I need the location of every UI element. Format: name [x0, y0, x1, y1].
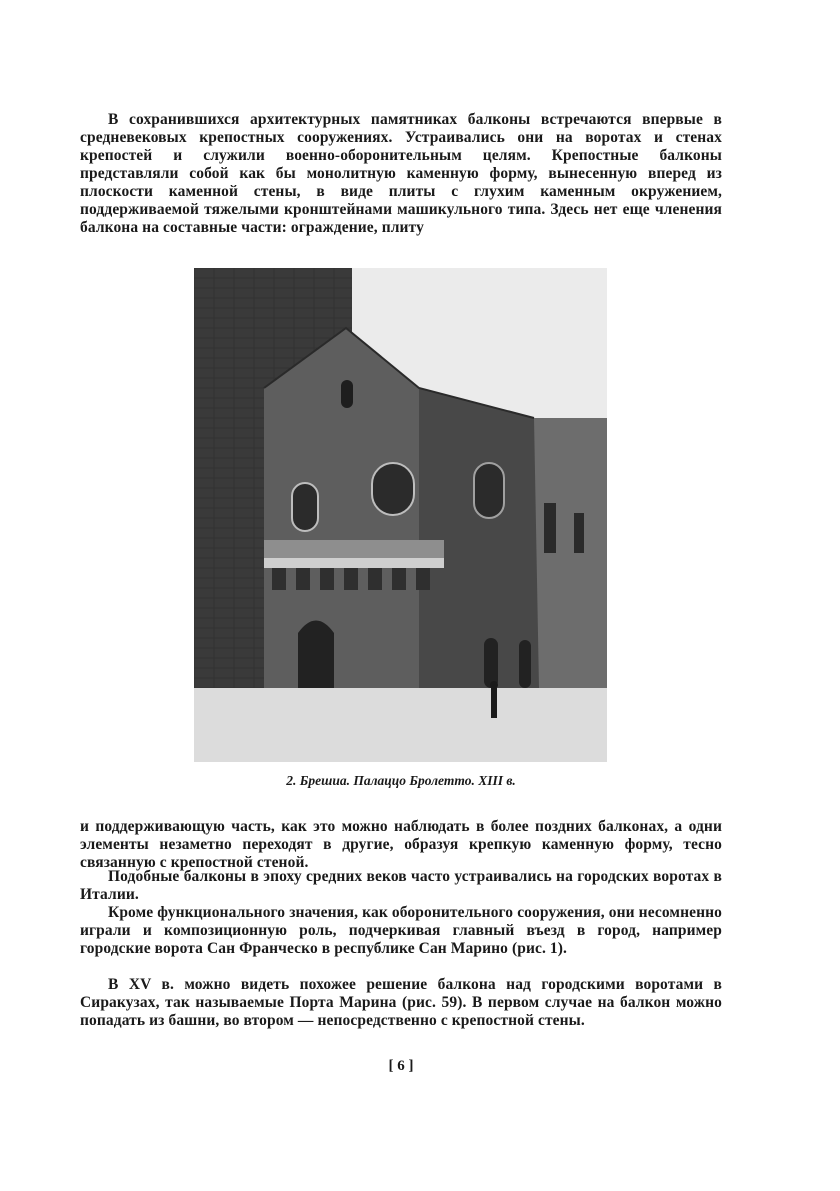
paragraph-intro: В сохранившихся архитектурных памятниках балконы встречаются впервые в средневековых крепостных сооружениях. Устраивались они на воротах и стенах крепостей и служили военно-оборонительным целям. Крепостные балконы представляли собой как бы монолитную каменную форму, вынесенную вперед из плоскости каменной стены, в виде плиты с глухим каменным окружением, поддерживаемой тяжелыми кронштейнами машикульного типа. Здесь нет еще членения балкона на составные части: ограждение, плиту [80, 111, 722, 236]
paragraph-composition-role: Кроме функционального значения, как оборонительного сооружения, они несомненно играли и композиционную роль, подчеркивая главный въезд в город, например городские ворота Сан Франческо в республике Сан Марино (рис. 1). [80, 904, 722, 957]
page-number: [ 6 ] [388, 1058, 414, 1074]
photo-palazzo-broletto [194, 268, 607, 762]
paragraph-continuation: и поддерживающую часть, как это можно наблюдать в более поздних балконах, а одни элементы незаметно переходят в другие, образуя крепкую каменную форму, тесно связанную с крепостной стеной. [80, 818, 722, 871]
paragraph-syracuse: В XV в. можно видеть похожее решение балкона над городскими воротами в Сиракузах, так называемые Порта Марина (рис. 59). В первом случае на балкон можно попадать из башни, во втором — непосредственно с крепостной стены. [80, 976, 722, 1029]
paragraph-italy-gates: Подобные балконы в эпоху средних веков часто устраивались на городских воротах в Италии. [80, 868, 722, 903]
figure-caption: 2. Брешиа. Палаццо Бролетто. XIII в. [286, 773, 516, 788]
